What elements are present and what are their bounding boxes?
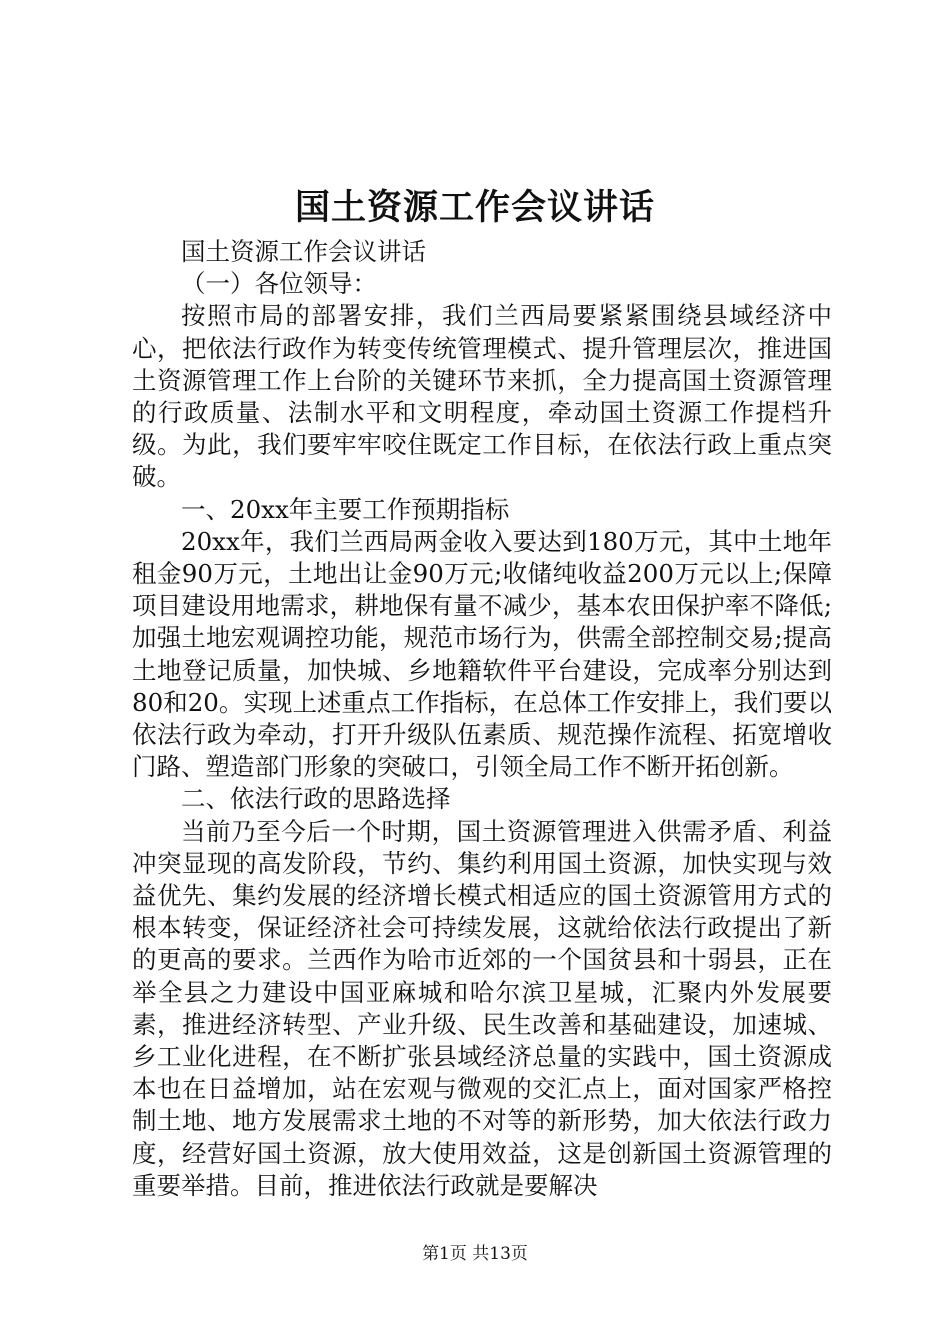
section-heading: 一、20xx年主要工作预期指标 xyxy=(181,494,510,524)
section-heading: 二、依法行政的思路选择 xyxy=(181,784,451,814)
document-body xyxy=(132,236,832,1202)
paragraph: 按照市局的部署安排，我们兰西局要紧紧围绕县域经济中心，把依法行政作为转变传统管理模式、提升管理层次，推进国土资源管理工作上台阶的关键环节来抓，全力提高国土资源管理的行政质量、法制水平和文明程度，牵动国土资源工作提档升级。为此，我们要牢牢咬住既定工作目标，在依法行政上重点突破。 xyxy=(132,301,832,492)
salutation: （一）各位领导： xyxy=(181,269,377,299)
paragraph: 20xx年，我们兰西局两金收入要达到180万元，其中土地年租金90万元，土地出让金90万元;收储纯收益200万元以上;保障项目建设用地需求，耕地保有量不减少，基本农田保护率不降低;加强土地宏观调控功能，规范市场行为，供需全部控制交易;提高土地登记质量，加快城、乡地籍软件平台建设，完成率分别达到80和20。实现上述重点工作指标，在总体工作安排上，我们要以依法行政为牵动，打开升级队伍素质、规范操作流程、拓宽增收门路、塑造部门形象的突破口，引领全局工作不断开拓创新。 xyxy=(132,526,832,782)
page-number-footer: 第1页 共13页 xyxy=(422,1244,528,1264)
page-title: 国土资源工作会议讲话 xyxy=(294,187,655,228)
document-subtitle: 国土资源工作会议讲话 xyxy=(181,237,426,266)
paragraph: 当前乃至今后一个时期，国土资源管理进入供需矛盾、利益冲突显现的高发阶段，节约、集约利用国土资源，加快实现与效益优先、集约发展的经济增长模式相适应的国土资源管用方式的根本转变，保证经济社会可持续发展，这就给依法行政提出了新的更高的要求。兰西作为哈市近郊的一个国贫县和十弱县，正在举全县之力建设中国亚麻城和哈尔滨卫星城，汇聚内外发展要素，推进经济转型、产业升级、民生改善和基础建设，加速城、乡工业化进程，在不断扩张县域经济总量的实践中，国土资源成本也在日益增加，站在宏观与微观的交汇点上，面对国家严格控制土地、地方发展需求土地的不对等的新形势，加大依法行政力度，经营好国土资源，放大使用效益，这是创新国土资源管理的重要举措。目前，推进依法行政就是要解决 xyxy=(132,816,832,1200)
